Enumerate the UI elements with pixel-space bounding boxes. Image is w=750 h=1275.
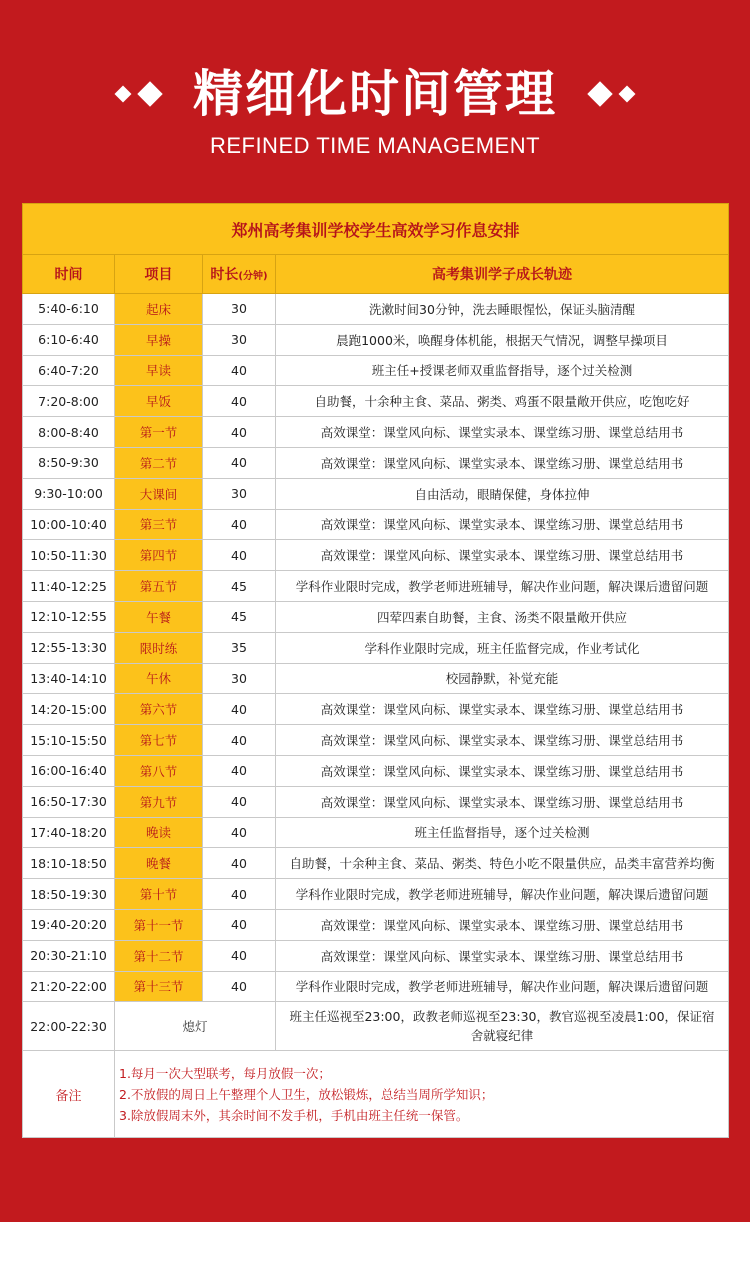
time-cell: 12:55-13:30 [23,632,115,663]
note-line: 3.除放假周末外，其余时间不发手机，手机由班主任统一保管。 [119,1107,469,1123]
item-cell: 第十三节 [115,971,203,1002]
item-cell: 第四节 [115,540,203,571]
duration-cell: 40 [203,386,276,417]
duration-cell: 40 [203,694,276,725]
item-cell: 第十二节 [115,940,203,971]
time-cell: 12:10-12:55 [23,601,115,632]
time-cell: 20:30-21:10 [23,940,115,971]
time-cell: 7:20-8:00 [23,386,115,417]
description-cell: 班主任巡视至23:00，政教老师巡视至23:30，教官巡视至凌晨1:00，保证宿舍就寝纪律 [276,1002,729,1051]
description-cell: 班主任+授课老师双重监督指导，逐个过关检测 [276,355,729,386]
description-cell: 高效课堂：课堂风向标、课堂实录本、课堂练习册、课堂总结用书 [276,909,729,940]
duration-unit: (分钟) [238,271,268,282]
duration-cell: 40 [203,909,276,940]
duration-cell: 40 [203,817,276,848]
table-row [23,447,729,478]
item-cell: 晚读 [115,817,203,848]
description-cell: 自助餐，十余种主食、菜品、粥类、特色小吃不限量供应，品类丰富营养均衡 [276,848,729,879]
time-cell: 18:10-18:50 [23,848,115,879]
description-cell: 学科作业限时完成，教学老师进班辅导，解决作业问题，解决课后遗留问题 [276,571,729,602]
duration-cell: 40 [203,848,276,879]
table-row [23,725,729,756]
duration-cell: 40 [203,879,276,910]
duration-cell: 35 [203,632,276,663]
duration-cell: 40 [203,971,276,1002]
description-cell: 高效课堂：课堂风向标、课堂实录本、课堂练习册、课堂总结用书 [276,725,729,756]
duration-cell: 30 [203,663,276,694]
description-cell: 高效课堂：课堂风向标、课堂实录本、课堂练习册、课堂总结用书 [276,540,729,571]
table-row [23,386,729,417]
item-cell: 午休 [115,663,203,694]
table-row [23,940,729,971]
duration-cell: 40 [203,755,276,786]
item-cell: 大课间 [115,478,203,509]
table-row [23,663,729,694]
table-row [23,478,729,509]
time-cell: 8:00-8:40 [23,417,115,448]
description-cell: 高效课堂：课堂风向标、课堂实录本、课堂练习册、课堂总结用书 [276,417,729,448]
column-header-track: 高考集训学子成长轨迹 [276,255,729,294]
time-cell: 18:50-19:30 [23,879,115,910]
time-cell: 15:10-15:50 [23,725,115,756]
table-row [23,540,729,571]
notes-body [115,1051,729,1138]
schedule-body [23,294,729,1002]
column-header-duration [203,255,276,294]
page-title: 精细化时间管理 [193,65,557,123]
table-row [23,848,729,879]
duration-cell: 40 [203,509,276,540]
header [0,62,750,126]
table-row [23,786,729,817]
lights-out-row [23,1002,729,1051]
item-cell: 熄灯 [115,1002,276,1051]
notes-label: 备注 [23,1051,115,1138]
table-row [23,417,729,448]
schedule-table-wrap [22,203,728,1138]
item-cell: 第五节 [115,571,203,602]
duration-cell: 40 [203,725,276,756]
description-cell: 高效课堂：课堂风向标、课堂实录本、课堂练习册、课堂总结用书 [276,694,729,725]
right-diamond-icons [585,85,639,103]
table-row [23,909,729,940]
item-cell: 第二节 [115,447,203,478]
time-cell: 10:00-10:40 [23,509,115,540]
description-cell: 学科作业限时完成，教学老师进班辅导，解决作业问题，解决课后遗留问题 [276,879,729,910]
note-line: 1.每月一次大型联考，每月放假一次； [119,1065,331,1081]
time-cell: 5:40-6:10 [23,294,115,325]
table-row [23,294,729,325]
table-row [23,601,729,632]
duration-cell: 40 [203,940,276,971]
diamond-icon [137,81,162,106]
duration-cell: 40 [203,786,276,817]
time-cell: 14:20-15:00 [23,694,115,725]
column-header-item: 项目 [115,255,203,294]
diamond-icon [115,86,132,103]
time-cell: 8:50-9:30 [23,447,115,478]
duration-cell: 45 [203,571,276,602]
table-row [23,632,729,663]
notes-row [23,1051,729,1138]
item-cell: 早饭 [115,386,203,417]
table-row [23,971,729,1002]
table-row [23,324,729,355]
left-diamond-icons [111,85,165,103]
item-cell: 起床 [115,294,203,325]
table-row [23,355,729,386]
table-row [23,571,729,602]
item-cell: 早读 [115,355,203,386]
item-cell: 午餐 [115,601,203,632]
time-cell: 16:00-16:40 [23,755,115,786]
item-cell: 第一节 [115,417,203,448]
time-cell: 19:40-20:20 [23,909,115,940]
time-cell: 16:50-17:30 [23,786,115,817]
page-subtitle: REFINED TIME MANAGEMENT [209,133,541,158]
item-cell: 第六节 [115,694,203,725]
description-cell: 自由活动，眼睛保健，身体拉伸 [276,478,729,509]
description-cell: 四荤四素自助餐，主食、汤类不限量敞开供应 [276,601,729,632]
diamond-icon [587,81,612,106]
description-cell: 高效课堂：课堂风向标、课堂实录本、课堂练习册、课堂总结用书 [276,940,729,971]
description-cell: 高效课堂：课堂风向标、课堂实录本、课堂练习册、课堂总结用书 [276,509,729,540]
table-row [23,509,729,540]
table-caption: 郑州高考集训学校学生高效学习作息安排 [23,204,729,255]
duration-cell: 30 [203,294,276,325]
item-cell: 第七节 [115,725,203,756]
item-cell: 限时练 [115,632,203,663]
duration-cell: 30 [203,324,276,355]
column-header-time: 时间 [23,255,115,294]
duration-cell: 40 [203,447,276,478]
time-cell: 11:40-12:25 [23,571,115,602]
item-cell: 第三节 [115,509,203,540]
item-cell: 第九节 [115,786,203,817]
description-cell: 高效课堂：课堂风向标、课堂实录本、课堂练习册、课堂总结用书 [276,786,729,817]
description-cell: 校园静默，补觉充能 [276,663,729,694]
item-cell: 第十节 [115,879,203,910]
time-cell: 10:50-11:30 [23,540,115,571]
description-cell: 高效课堂：课堂风向标、课堂实录本、课堂练习册、课堂总结用书 [276,755,729,786]
schedule-table [22,203,729,1138]
time-cell: 13:40-14:10 [23,663,115,694]
diamond-icon [619,86,636,103]
item-cell: 晚餐 [115,848,203,879]
time-cell: 17:40-18:20 [23,817,115,848]
table-row [23,694,729,725]
table-row [23,879,729,910]
item-cell: 第八节 [115,755,203,786]
description-cell: 洗漱时间30分钟，洗去睡眼惺忪，保证头脑清醒 [276,294,729,325]
duration-cell: 45 [203,601,276,632]
description-cell: 自助餐，十余种主食、菜品、粥类、鸡蛋不限量敞开供应，吃饱吃好 [276,386,729,417]
duration-cell: 30 [203,478,276,509]
table-row [23,817,729,848]
time-cell: 22:00-22:30 [23,1002,115,1051]
duration-label: 时长 [210,267,239,283]
time-cell: 21:20-22:00 [23,971,115,1002]
duration-cell: 40 [203,355,276,386]
time-cell: 9:30-10:00 [23,478,115,509]
note-line: 2.不放假的周日上午整理个人卫生，放松锻炼，总结当周所学知识； [119,1086,494,1102]
description-cell: 班主任监督指导，逐个过关检测 [276,817,729,848]
table-row [23,755,729,786]
duration-cell: 40 [203,540,276,571]
time-cell: 6:10-6:40 [23,324,115,355]
description-cell: 学科作业限时完成，班主任监督完成，作业考试化 [276,632,729,663]
time-cell: 6:40-7:20 [23,355,115,386]
description-cell: 学科作业限时完成，教学老师进班辅导，解决作业问题，解决课后遗留问题 [276,971,729,1002]
item-cell: 第十一节 [115,909,203,940]
item-cell: 早操 [115,324,203,355]
duration-cell: 40 [203,417,276,448]
description-cell: 晨跑1000米，唤醒身体机能，根据天气情况，调整早操项目 [276,324,729,355]
description-cell: 高效课堂：课堂风向标、课堂实录本、课堂练习册、课堂总结用书 [276,447,729,478]
